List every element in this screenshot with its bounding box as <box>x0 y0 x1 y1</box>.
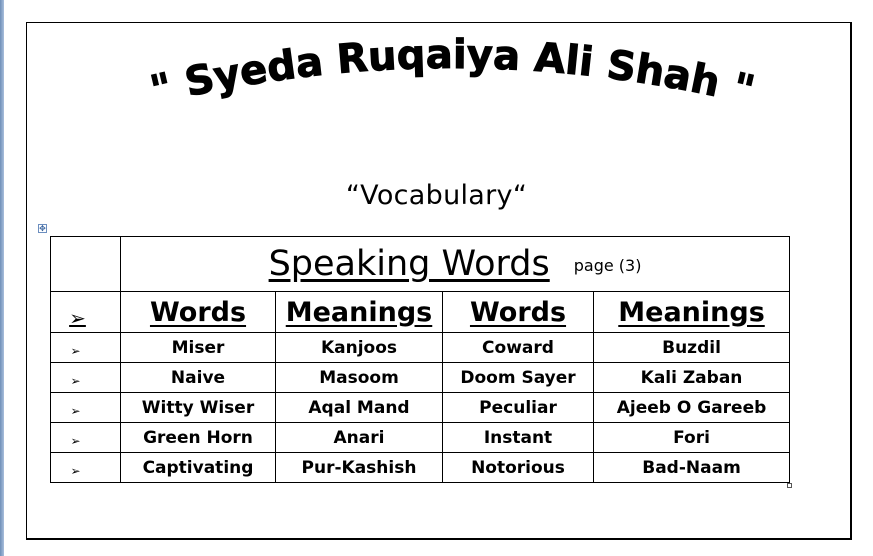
arrow-bullet-icon: ➢ <box>69 305 86 330</box>
column-header: Words <box>121 292 276 333</box>
table-cell: Kanjoos <box>276 333 443 363</box>
heading-cell <box>121 237 790 292</box>
table-cell: Ajeeb O Gareeb <box>594 393 790 423</box>
table-cell: Aqal Mand <box>276 393 443 423</box>
table-cell: Green Horn <box>121 423 276 453</box>
column-header: Meanings <box>276 292 443 333</box>
table-cell: Instant <box>443 423 594 453</box>
bullet-cell <box>51 393 121 423</box>
arrow-bullet-icon: ➢ <box>70 343 81 358</box>
column-header: Meanings <box>594 292 790 333</box>
column-header-row <box>51 292 790 333</box>
table-cell: Naive <box>121 363 276 393</box>
table-cell: Witty Wiser <box>121 393 276 423</box>
table-cell: Coward <box>443 333 594 363</box>
table-heading: Speaking Words <box>268 244 550 284</box>
table-row <box>51 333 790 363</box>
table-cell: Doom Sayer <box>443 363 594 393</box>
move-cross-icon[interactable]: ✥ <box>39 224 46 233</box>
arrow-bullet-icon: ➢ <box>70 373 81 388</box>
page-number-label: page (3) <box>573 256 642 275</box>
table-row <box>51 453 790 483</box>
bullet-cell <box>51 292 121 333</box>
arrow-bullet-icon: ➢ <box>70 463 81 478</box>
bullet-cell <box>51 363 121 393</box>
table-cell: Fori <box>594 423 790 453</box>
title-text: " Syeda Ruqaiya Ali Shah " <box>146 31 759 115</box>
resize-handle-icon[interactable] <box>787 483 792 488</box>
arrow-bullet-icon: ➢ <box>70 403 81 418</box>
table-row <box>51 393 790 423</box>
table-cell: Pur-Kashish <box>276 453 443 483</box>
table-cell: Kali Zaban <box>594 363 790 393</box>
page-subtitle: “Vocabulary“ <box>345 180 528 211</box>
table-cell: Miser <box>121 333 276 363</box>
table-cell: Notorious <box>443 453 594 483</box>
table-cell: Buzdil <box>594 333 790 363</box>
vocabulary-table <box>50 236 790 483</box>
heading-spacer-cell <box>51 237 121 292</box>
table-row <box>51 363 790 393</box>
table-cell: Bad-Naam <box>594 453 790 483</box>
arrow-bullet-icon: ➢ <box>70 433 81 448</box>
bullet-cell <box>51 453 121 483</box>
table-row <box>51 423 790 453</box>
bullet-cell <box>51 423 121 453</box>
table-cell: Masoom <box>276 363 443 393</box>
bullet-cell <box>51 333 121 363</box>
column-header: Words <box>443 292 594 333</box>
table-heading-row <box>51 237 790 292</box>
arched-title <box>0 0 873 140</box>
table-cell: Captivating <box>121 453 276 483</box>
table-cell: Anari <box>276 423 443 453</box>
table-cell: Peculiar <box>443 393 594 423</box>
